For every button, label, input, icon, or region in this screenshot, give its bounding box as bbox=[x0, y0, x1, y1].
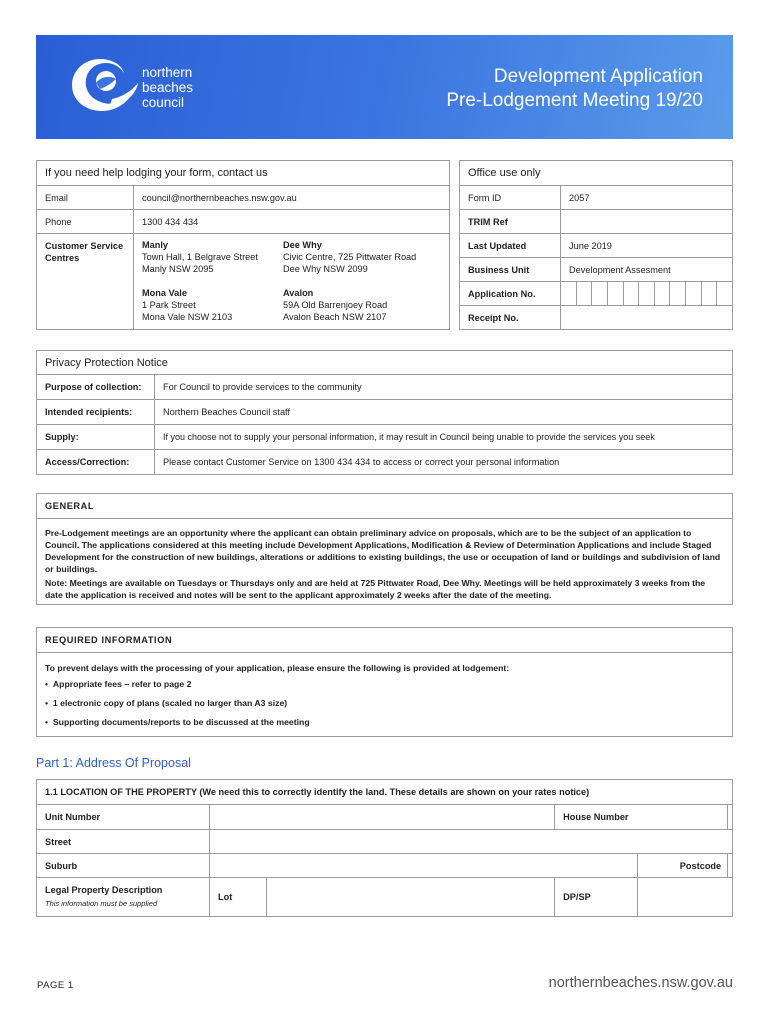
centre-address: Town Hall, 1 Belgrave Street bbox=[142, 252, 258, 262]
logo-line: northern bbox=[142, 65, 193, 80]
email-value[interactable]: council@northernbeaches.nsw.gov.au bbox=[134, 186, 450, 210]
header-banner bbox=[36, 35, 733, 139]
privacy-label: Purpose of collection: bbox=[37, 375, 155, 400]
street-label: Street bbox=[37, 830, 210, 854]
house-number-input[interactable] bbox=[728, 805, 733, 830]
email-label: Email bbox=[37, 186, 134, 210]
title-line-1: Development Application bbox=[493, 66, 703, 87]
centres-label: Customer Service Centres bbox=[37, 234, 134, 330]
dpsp-label: DP/SP bbox=[555, 878, 638, 917]
logo-line: council bbox=[142, 95, 185, 110]
required-info-section bbox=[36, 627, 733, 737]
privacy-label: Intended recipients: bbox=[37, 400, 155, 425]
last-updated-label: Last Updated bbox=[460, 234, 561, 258]
application-no-field[interactable] bbox=[561, 282, 733, 306]
council-logo-text bbox=[142, 65, 193, 110]
office-heading: Office use only bbox=[460, 161, 733, 186]
address-table bbox=[36, 779, 733, 917]
location-section-heading: 1.1 LOCATION OF THE PROPERTY (We need this to correctly identify the land. These details are shown on your rates notice) bbox=[37, 780, 733, 805]
postcode-label: Postcode bbox=[638, 854, 728, 878]
contact-heading: If you need help lodging your form, contact us bbox=[37, 161, 450, 186]
page-number: PAGE 1 bbox=[37, 980, 74, 991]
part1-heading: Part 1: Address Of Proposal bbox=[36, 756, 191, 770]
centre-address: Civic Centre, 725 Pittwater Road bbox=[283, 252, 417, 262]
unit-number-label: Unit Number bbox=[37, 805, 210, 830]
footer-url[interactable]: northernbeaches.nsw.gov.au bbox=[548, 975, 733, 991]
dpsp-input[interactable] bbox=[638, 878, 733, 917]
business-unit-value: Development Assesment bbox=[561, 258, 733, 282]
required-heading: REQUIRED INFORMATION bbox=[37, 628, 732, 653]
application-no-label: Application No. bbox=[460, 282, 561, 306]
office-use-table bbox=[459, 160, 733, 330]
required-intro: To prevent delays with the processing of your application, please ensure the following is provided at lodgement: bbox=[45, 663, 510, 673]
centre-name: Manly bbox=[142, 240, 169, 250]
title-line-2: Pre-Lodgement Meeting 19/20 bbox=[446, 90, 703, 111]
suburb-input[interactable] bbox=[210, 854, 638, 878]
general-note: Note: Meetings are available on Tuesdays or Thursdays only and are held at 725 Pittwater Road, Dee Why. Meetings will be held approximately 3 weeks from the date the application is received and notes will be sent to the applicant approximately 2 weeks after the date of the meeting. bbox=[45, 578, 706, 600]
legal-description-label: Legal Property Description bbox=[45, 885, 163, 895]
centre-address: Avalon Beach NSW 2107 bbox=[283, 312, 387, 322]
privacy-value: Northern Beaches Council staff bbox=[155, 400, 733, 425]
legal-description-cell bbox=[37, 878, 210, 917]
legal-description-note: This information must be supplied bbox=[45, 899, 158, 908]
privacy-label: Access/Correction: bbox=[37, 450, 155, 475]
form-id-value: 2057 bbox=[561, 186, 733, 210]
last-updated-value: June 2019 bbox=[561, 234, 733, 258]
centre-name: Avalon bbox=[283, 288, 314, 298]
lot-label: Lot bbox=[210, 878, 267, 917]
required-item: • 1 electronic copy of plans (scaled no larger than A3 size) bbox=[45, 698, 288, 708]
privacy-table bbox=[36, 350, 733, 475]
receipt-no-label: Receipt No. bbox=[460, 306, 561, 330]
general-section bbox=[36, 493, 733, 605]
centre-address: 59A Old Barrenjoey Road bbox=[283, 300, 388, 310]
council-logo-icon bbox=[66, 53, 140, 117]
street-input[interactable] bbox=[210, 830, 733, 854]
trim-ref-label: TRIM Ref bbox=[460, 210, 561, 234]
house-number-label: House Number bbox=[555, 805, 728, 830]
centre-name: Mona Vale bbox=[142, 288, 187, 298]
required-item: • Appropriate fees – refer to page 2 bbox=[45, 679, 192, 689]
business-unit-label: Business Unit bbox=[460, 258, 561, 282]
contact-table bbox=[36, 160, 450, 330]
general-paragraph: Pre-Lodgement meetings are an opportunity where the applicant can obtain preliminary advice on proposals, which are to be the subject of an application to Council. The applications considered at this meeting include Development Applications, Modification & Review of Determination Applications and include Staged Development for the construction of new buildings, alterations or additions to existing buildings, the use or occupation of land or buildings and subdivision of land or buildings. bbox=[45, 528, 721, 574]
unit-number-input[interactable] bbox=[210, 805, 555, 830]
postcode-input[interactable] bbox=[728, 854, 733, 878]
privacy-value: For Council to provide services to the community bbox=[155, 375, 733, 400]
receipt-no-field[interactable] bbox=[561, 306, 733, 330]
required-item: • Supporting documents/reports to be discussed at the meeting bbox=[45, 717, 310, 727]
privacy-value: Please contact Customer Service on 1300 434 434 to access or correct your personal information bbox=[155, 450, 733, 475]
form-id-label: Form ID bbox=[460, 186, 561, 210]
lot-input[interactable] bbox=[267, 878, 555, 917]
trim-ref-field[interactable] bbox=[561, 210, 733, 234]
centre-address: Manly NSW 2095 bbox=[142, 264, 214, 274]
centres-cell bbox=[134, 234, 450, 330]
centre-address: Mona Vale NSW 2103 bbox=[142, 312, 233, 322]
general-heading: GENERAL bbox=[37, 494, 732, 519]
privacy-label: Supply: bbox=[37, 425, 155, 450]
centre-address: 1 Park Street bbox=[142, 300, 196, 310]
privacy-value: If you choose not to supply your personal information, it may result in Council being unable to provide the services you seek bbox=[155, 425, 733, 450]
document-title bbox=[446, 65, 703, 113]
centre-name: Dee Why bbox=[283, 240, 322, 250]
centre-address: Dee Why NSW 2099 bbox=[283, 264, 368, 274]
phone-value: 1300 434 434 bbox=[134, 210, 450, 234]
logo-line: beaches bbox=[142, 80, 194, 95]
phone-label: Phone bbox=[37, 210, 134, 234]
privacy-heading: Privacy Protection Notice bbox=[37, 351, 733, 375]
suburb-label: Suburb bbox=[37, 854, 210, 878]
